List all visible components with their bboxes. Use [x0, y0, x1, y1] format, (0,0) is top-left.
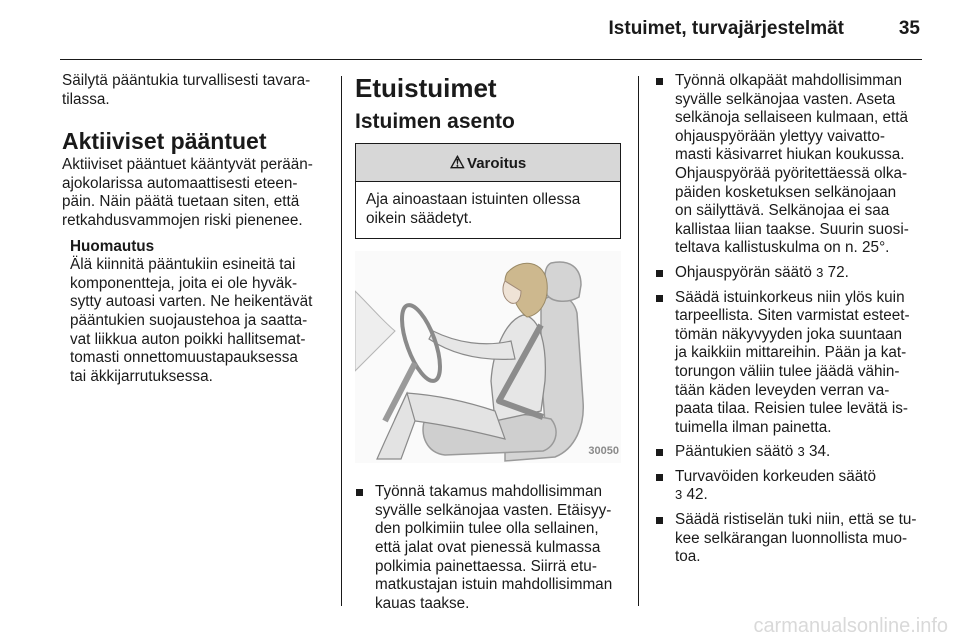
warning-icon: ⚠: [449, 153, 466, 172]
column-divider-2: [638, 76, 639, 606]
figure-number: 30050: [588, 444, 619, 457]
bullet-square-icon: [656, 78, 663, 85]
active-headrests-paragraph: Aktiiviset pääntuet kääntyvät perään- ajokolarissa automaattisesti eteen- päin. Näin päätä tuetaan siten, että retkahdusvammojen riski pienenee.: [62, 156, 313, 229]
page-number: 35: [898, 18, 920, 39]
seat-bullets: [355, 483, 621, 613]
bullet-item: Säädä istuinkorkeus niin ylös kuin tarpeellista. Siten varmistat esteet- tömän näkyvyyden joka suuntaan ja kaikkiin mittareihin. Pään ja kat- torungon väliin tulee jäädä vähin- tään käden leveyden verran va- paata tilaa. Reisien tulee levätä is- tuimella ilman painetta.: [655, 289, 925, 438]
page-header: [0, 0, 960, 60]
cross-reference-arrow-icon: 3: [816, 264, 824, 280]
driver-seat-illustration: [355, 251, 621, 463]
note-title: Huomautus: [70, 237, 155, 255]
bullet-square-icon: [656, 270, 663, 277]
bullet-item: Työnnä olkapäät mahdollisimman syvälle selkänojaa vasten. Aseta selkänoja sellaiseen kulmaan, että ohjauspyörään ylettyy vaivatto- masti käsivarret hiukan koukussa. Ohjauspyörää pyöritettäessä olka- päiden kosketuksen selkänojaan on säilyttävä. Selkänojaa ei saa kallistaa liian taakse. Suurin suosi- teltava kallistuskulma on n. 25°.: [655, 72, 925, 258]
running-title: Istuimet, turvajärjestelmät: [608, 18, 844, 39]
column-right: [655, 72, 925, 573]
column-middle: [355, 72, 621, 620]
bullet-square-icon: [356, 489, 363, 496]
page-reference-link[interactable]: 72.: [827, 263, 849, 281]
warning-title: Varoitus: [467, 155, 527, 172]
bullet-item: Työnnä takamus mahdollisimman syvälle selkänojaa vasten. Etäisyy- den polkimiin tulee olla sellainen, että jalat ovat pienessä kulmassa polkimia painettaessa. Siirrä etu- matkustajan istuin mahdollisimman kauas taakse.: [355, 483, 621, 613]
page-reference-link[interactable]: 34.: [808, 443, 831, 461]
bullet-square-icon: [656, 517, 663, 524]
warning-box: [355, 143, 621, 239]
intro-paragraph: Säilytä pääntukia turvallisesti tavara- tilassa.: [62, 72, 311, 108]
warning-header: [356, 144, 620, 182]
bullet-square-icon: [656, 295, 663, 302]
column-divider-1: [341, 76, 342, 606]
section-heading-active-headrests: Aktiiviset pääntuet: [62, 128, 267, 155]
section-heading-front-seats: Etuistuimet: [355, 73, 497, 103]
cross-reference-arrow-icon: 3: [797, 444, 805, 460]
warning-text: Aja ainoastaan istuinten ollessa oikein säädetyt.: [366, 191, 581, 227]
bullet-item: Ohjauspyörän säätö 3 72.: [655, 264, 925, 283]
bullet-item: Pääntukien säätö 3 34.: [655, 443, 925, 462]
bullet-item: Turvavöiden korkeuden säätö 3 42.: [655, 468, 925, 505]
header-divider: [60, 59, 922, 60]
bullet-item: Säädä ristiselän tuki niin, että se tu- kee selkärangan luonnollista muo- toa.: [655, 511, 925, 567]
seat-position-illustration: [355, 251, 621, 463]
watermark: carmanualsonline.info: [753, 615, 948, 637]
column-left: [62, 72, 330, 386]
page-reference-link[interactable]: 42.: [686, 486, 708, 504]
bullet-square-icon: [656, 449, 663, 456]
subheading-seat-position: Istuimen asento: [355, 110, 515, 133]
bullet-square-icon: [656, 474, 663, 481]
cross-reference-arrow-icon: 3: [675, 487, 683, 503]
note-box: Huomautus Älä kiinnitä pääntukiin esineitä tai komponentteja, joita ei ole hyväk- sytty autoasi varten. Ne heikentävät pääntukien suojaustehoa ja saatta- vat liikkua auton poikki hallitsemat- tomasti onnettomuustapauksessa tai äkkijarrutuksessa.: [70, 238, 330, 387]
